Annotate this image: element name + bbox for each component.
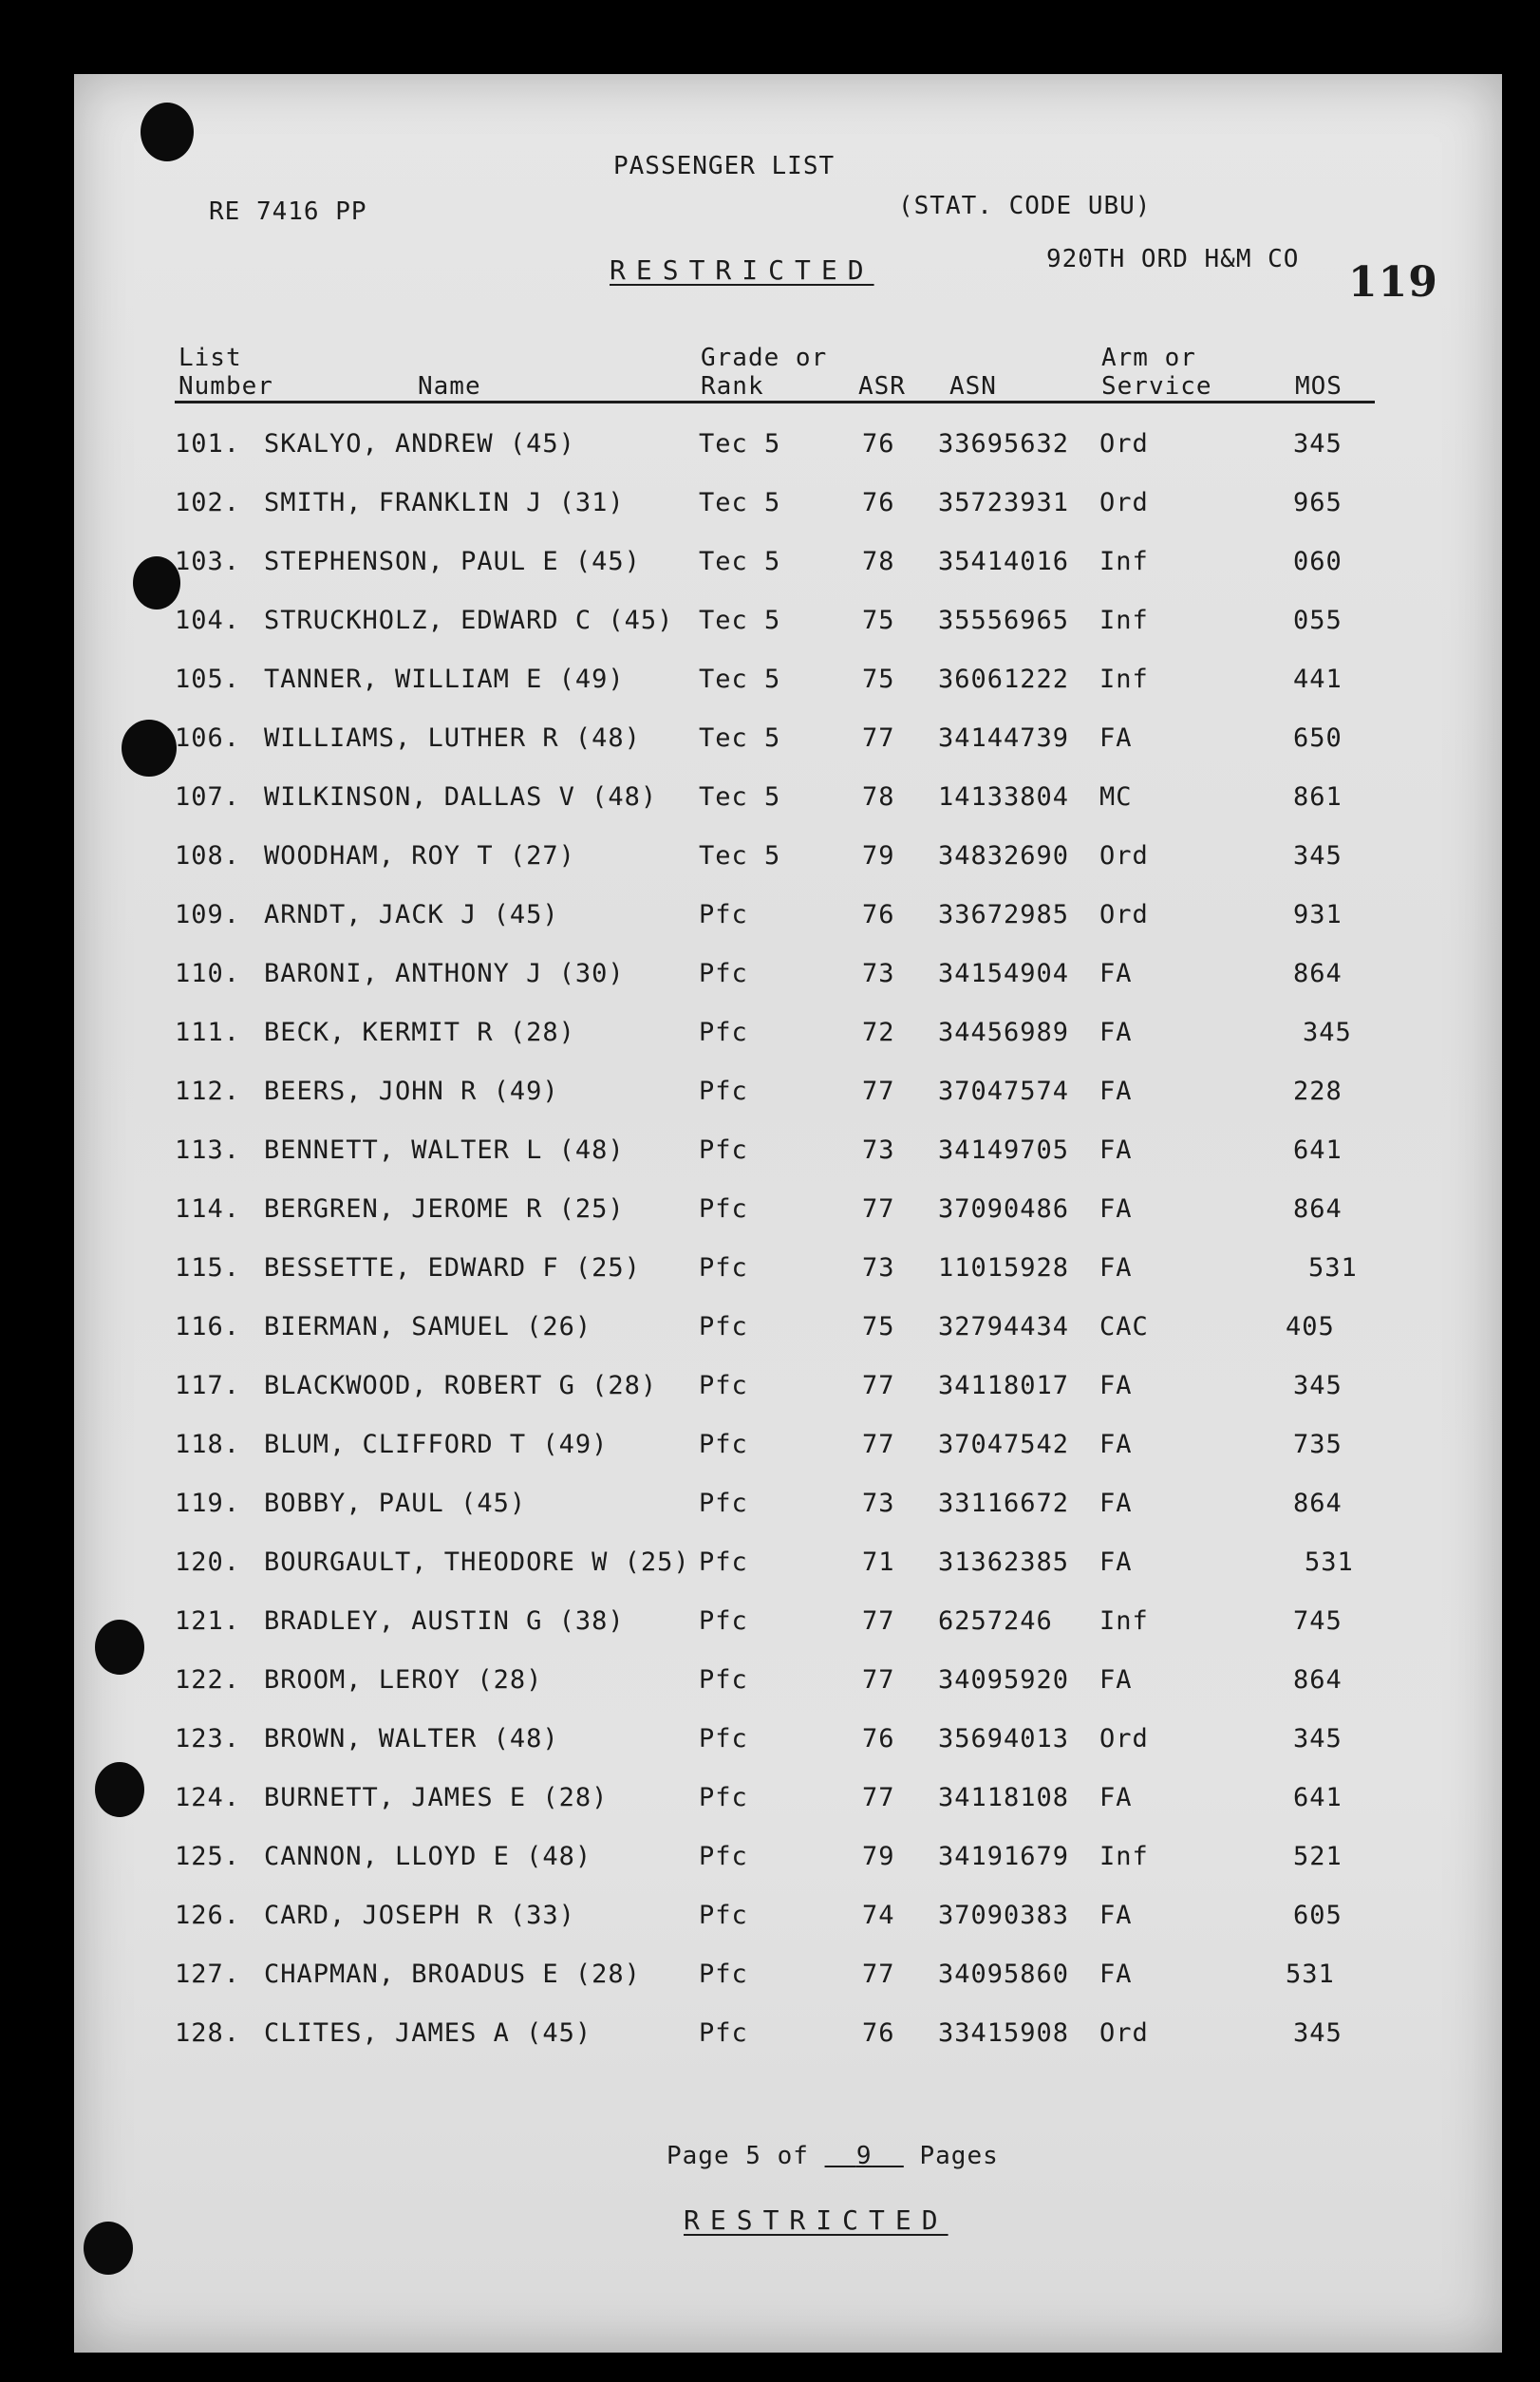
table-row xyxy=(74,1312,1502,1344)
mos: 405 xyxy=(1286,1312,1335,1341)
classification-footer: RESTRICTED xyxy=(684,2204,948,2236)
passenger-name: BOBBY, PAUL (45) xyxy=(264,1489,527,1518)
table-row xyxy=(74,1430,1502,1462)
asn: 32794434 xyxy=(938,1312,1070,1341)
list-number: 105. xyxy=(175,665,241,694)
mos: 965 xyxy=(1293,488,1343,517)
asr: 77 xyxy=(862,1606,895,1636)
passenger-name: BLUM, CLIFFORD T (49) xyxy=(264,1430,609,1459)
grade: Pfc xyxy=(699,1371,748,1400)
table-row xyxy=(74,1724,1502,1756)
paper-sheet xyxy=(74,74,1502,2353)
list-number: 111. xyxy=(175,1018,241,1047)
grade: Tec 5 xyxy=(699,841,781,871)
passenger-name: CARD, JOSEPH R (33) xyxy=(264,1901,575,1930)
grade: Pfc xyxy=(699,1783,748,1812)
arm-service: MC xyxy=(1099,782,1133,812)
table-row xyxy=(74,1783,1502,1815)
list-number: 108. xyxy=(175,841,241,871)
passenger-name: ARNDT, JACK J (45) xyxy=(264,900,559,929)
passenger-name: BOURGAULT, THEODORE W (25) xyxy=(264,1547,690,1577)
arm-service: Ord xyxy=(1099,2018,1149,2048)
col-list-number-line2: Number xyxy=(178,372,273,401)
asr: 79 xyxy=(862,841,895,871)
total-pages-value: 9 xyxy=(855,2142,873,2170)
arm-service: Inf xyxy=(1099,1842,1149,1871)
asr: 76 xyxy=(862,900,895,929)
mos: 521 xyxy=(1293,1842,1343,1871)
asr: 75 xyxy=(862,665,895,694)
mos: 641 xyxy=(1293,1135,1343,1165)
asr: 73 xyxy=(862,1253,895,1283)
asn: 35414016 xyxy=(938,547,1070,576)
mos: 345 xyxy=(1293,1724,1343,1754)
asn: 37047542 xyxy=(938,1430,1070,1459)
mos: 861 xyxy=(1293,782,1343,812)
table-row xyxy=(74,488,1502,520)
arm-service: FA xyxy=(1099,723,1133,753)
list-number: 119. xyxy=(175,1489,241,1518)
asr: 73 xyxy=(862,1489,895,1518)
mos: 345 xyxy=(1293,429,1343,459)
asr: 77 xyxy=(862,1194,895,1224)
list-number: 112. xyxy=(175,1077,241,1106)
list-number: 122. xyxy=(175,1665,241,1695)
passenger-name: BLACKWOOD, ROBERT G (28) xyxy=(264,1371,658,1400)
mos: 531 xyxy=(1308,1253,1358,1283)
table-row xyxy=(74,1018,1502,1050)
passenger-name: WILLIAMS, LUTHER R (48) xyxy=(264,723,641,753)
mos: 228 xyxy=(1293,1077,1343,1106)
asn: 34118108 xyxy=(938,1783,1070,1812)
arm-service: Ord xyxy=(1099,488,1149,517)
table-row xyxy=(74,1547,1502,1580)
grade: Pfc xyxy=(699,1430,748,1459)
table-row xyxy=(74,2018,1502,2051)
passenger-name: WILKINSON, DALLAS V (48) xyxy=(264,782,658,812)
mos: 345 xyxy=(1303,1018,1352,1047)
grade: Pfc xyxy=(699,1665,748,1695)
arm-service: Inf xyxy=(1099,547,1149,576)
asn: 37047574 xyxy=(938,1077,1070,1106)
mos: 055 xyxy=(1293,606,1343,635)
asr: 78 xyxy=(862,782,895,812)
list-number: 113. xyxy=(175,1135,241,1165)
asn: 35723931 xyxy=(938,488,1070,517)
page-indicator xyxy=(667,2144,999,2168)
list-number: 114. xyxy=(175,1194,241,1224)
arm-service: FA xyxy=(1099,1547,1133,1577)
passenger-name: STRUCKHOLZ, EDWARD C (45) xyxy=(264,606,674,635)
passenger-name: SMITH, FRANKLIN J (31) xyxy=(264,488,625,517)
unit-name: 920TH ORD H&M CO xyxy=(1046,245,1300,273)
passenger-name: CHAPMAN, BROADUS E (28) xyxy=(264,1960,641,1989)
list-number: 109. xyxy=(175,900,241,929)
asn: 35556965 xyxy=(938,606,1070,635)
table-row xyxy=(74,1253,1502,1285)
mos: 864 xyxy=(1293,1194,1343,1224)
mos: 345 xyxy=(1293,841,1343,871)
list-number: 116. xyxy=(175,1312,241,1341)
col-list-number-line1: List xyxy=(178,344,242,372)
mos: 650 xyxy=(1293,723,1343,753)
arm-service: FA xyxy=(1099,1371,1133,1400)
passenger-name: BEERS, JOHN R (49) xyxy=(264,1077,559,1106)
table-row xyxy=(74,547,1502,579)
asr: 78 xyxy=(862,547,895,576)
mos: 060 xyxy=(1293,547,1343,576)
list-number: 104. xyxy=(175,606,241,635)
mos: 864 xyxy=(1293,959,1343,988)
list-number: 125. xyxy=(175,1842,241,1871)
arm-service: Inf xyxy=(1099,665,1149,694)
mos: 441 xyxy=(1293,665,1343,694)
passenger-name: BIERMAN, SAMUEL (26) xyxy=(264,1312,592,1341)
grade: Pfc xyxy=(699,1253,748,1283)
mos: 605 xyxy=(1293,1901,1343,1930)
arm-service: FA xyxy=(1099,1194,1133,1224)
list-number: 115. xyxy=(175,1253,241,1283)
arm-service: Ord xyxy=(1099,429,1149,459)
mos: 531 xyxy=(1286,1960,1335,1989)
asr: 76 xyxy=(862,429,895,459)
mos: 745 xyxy=(1293,1606,1343,1636)
grade: Pfc xyxy=(699,1312,748,1341)
asr: 75 xyxy=(862,606,895,635)
asn: 33695632 xyxy=(938,429,1070,459)
table-row xyxy=(74,1842,1502,1874)
arm-service: Ord xyxy=(1099,900,1149,929)
table-row xyxy=(74,841,1502,873)
arm-service: FA xyxy=(1099,1077,1133,1106)
grade: Tec 5 xyxy=(699,782,781,812)
asr: 76 xyxy=(862,488,895,517)
passenger-name: BESSETTE, EDWARD F (25) xyxy=(264,1253,641,1283)
grade: Pfc xyxy=(699,1960,748,1989)
reference-code: RE 7416 PP xyxy=(209,197,367,226)
page-suffix: Pages xyxy=(919,2142,999,2170)
grade: Pfc xyxy=(699,1135,748,1165)
asn: 33672985 xyxy=(938,900,1070,929)
col-mos: MOS xyxy=(1295,372,1343,401)
asn: 6257246 xyxy=(938,1606,1053,1636)
list-number: 121. xyxy=(175,1606,241,1636)
asn: 34095920 xyxy=(938,1665,1070,1695)
passenger-name: SKALYO, ANDREW (45) xyxy=(264,429,575,459)
table-row xyxy=(74,959,1502,991)
grade: Tec 5 xyxy=(699,488,781,517)
page-prefix: Page 5 of xyxy=(667,2142,809,2170)
asr: 76 xyxy=(862,2018,895,2048)
arm-service: FA xyxy=(1099,1018,1133,1047)
station-code: (STAT. CODE UBU) xyxy=(898,192,1152,220)
asr: 75 xyxy=(862,1312,895,1341)
table-row xyxy=(74,429,1502,461)
col-grade-line1: Grade or xyxy=(701,344,828,372)
passenger-name: WOODHAM, ROY T (27) xyxy=(264,841,575,871)
col-asr: ASR xyxy=(858,372,906,401)
list-number: 101. xyxy=(175,429,241,459)
asr: 77 xyxy=(862,1077,895,1106)
asr: 77 xyxy=(862,1665,895,1695)
arm-service: Inf xyxy=(1099,1606,1149,1636)
asn: 34144739 xyxy=(938,723,1070,753)
asn: 34191679 xyxy=(938,1842,1070,1871)
arm-service: FA xyxy=(1099,1135,1133,1165)
grade: Tec 5 xyxy=(699,723,781,753)
asn: 34095860 xyxy=(938,1960,1070,1989)
asn: 35694013 xyxy=(938,1724,1070,1754)
passenger-name: BROOM, LEROY (28) xyxy=(264,1665,543,1695)
passenger-name: CANNON, LLOYD E (48) xyxy=(264,1842,592,1871)
grade: Tec 5 xyxy=(699,665,781,694)
asn: 37090383 xyxy=(938,1901,1070,1930)
asn: 36061222 xyxy=(938,665,1070,694)
table-row xyxy=(74,1960,1502,1992)
punch-hole xyxy=(141,103,194,161)
passenger-name: CLITES, JAMES A (45) xyxy=(264,2018,592,2048)
arm-service: FA xyxy=(1099,1489,1133,1518)
list-number: 102. xyxy=(175,488,241,517)
table-row xyxy=(74,1665,1502,1697)
grade: Pfc xyxy=(699,900,748,929)
arm-service: FA xyxy=(1099,1960,1133,1989)
table-row xyxy=(74,1606,1502,1639)
passenger-name: BARONI, ANTHONY J (30) xyxy=(264,959,625,988)
grade: Tec 5 xyxy=(699,429,781,459)
list-number: 107. xyxy=(175,782,241,812)
asr: 79 xyxy=(862,1842,895,1871)
arm-service: FA xyxy=(1099,1430,1133,1459)
list-number: 106. xyxy=(175,723,241,753)
table-row xyxy=(74,1371,1502,1403)
arm-service: Inf xyxy=(1099,606,1149,635)
asr: 74 xyxy=(862,1901,895,1930)
mos: 641 xyxy=(1293,1783,1343,1812)
list-number: 120. xyxy=(175,1547,241,1577)
asr: 73 xyxy=(862,959,895,988)
table-row xyxy=(74,1135,1502,1168)
list-number: 123. xyxy=(175,1724,241,1754)
passenger-name: TANNER, WILLIAM E (49) xyxy=(264,665,625,694)
arm-service: Ord xyxy=(1099,841,1149,871)
list-number: 127. xyxy=(175,1960,241,1989)
grade: Pfc xyxy=(699,1489,748,1518)
table-row xyxy=(74,1901,1502,1933)
asn: 34149705 xyxy=(938,1135,1070,1165)
grade: Pfc xyxy=(699,1842,748,1871)
mos: 864 xyxy=(1293,1665,1343,1695)
arm-service: Ord xyxy=(1099,1724,1149,1754)
mos: 735 xyxy=(1293,1430,1343,1459)
table-row xyxy=(74,782,1502,815)
asn: 34118017 xyxy=(938,1371,1070,1400)
asr: 77 xyxy=(862,1783,895,1812)
asr: 77 xyxy=(862,1430,895,1459)
header-rule xyxy=(175,401,1375,403)
asn: 33415908 xyxy=(938,2018,1070,2048)
mos: 531 xyxy=(1305,1547,1354,1577)
table-row xyxy=(74,1077,1502,1109)
table-row xyxy=(74,723,1502,756)
asn: 37090486 xyxy=(938,1194,1070,1224)
passenger-name: BENNETT, WALTER L (48) xyxy=(264,1135,625,1165)
list-number: 110. xyxy=(175,959,241,988)
list-number: 126. xyxy=(175,1901,241,1930)
punch-hole xyxy=(84,2222,133,2275)
passenger-name: BURNETT, JAMES E (28) xyxy=(264,1783,609,1812)
passenger-name: BECK, KERMIT R (28) xyxy=(264,1018,575,1047)
asr: 72 xyxy=(862,1018,895,1047)
grade: Tec 5 xyxy=(699,606,781,635)
col-grade-line2: Rank xyxy=(701,372,764,401)
grade: Pfc xyxy=(699,1606,748,1636)
arm-service: FA xyxy=(1099,1253,1133,1283)
mos: 864 xyxy=(1293,1489,1343,1518)
grade: Pfc xyxy=(699,959,748,988)
grade: Pfc xyxy=(699,1547,748,1577)
asn: 34832690 xyxy=(938,841,1070,871)
asr: 73 xyxy=(862,1135,895,1165)
grade: Pfc xyxy=(699,2018,748,2048)
sheet-number: 119 xyxy=(1348,258,1438,307)
asn: 11015928 xyxy=(938,1253,1070,1283)
asr: 71 xyxy=(862,1547,895,1577)
grade: Pfc xyxy=(699,1724,748,1754)
passenger-name: STEPHENSON, PAUL E (45) xyxy=(264,547,641,576)
col-asn: ASN xyxy=(949,372,997,401)
asn: 34456989 xyxy=(938,1018,1070,1047)
grade: Pfc xyxy=(699,1901,748,1930)
table-row xyxy=(74,606,1502,638)
table-row xyxy=(74,1194,1502,1227)
list-number: 118. xyxy=(175,1430,241,1459)
table-row xyxy=(74,1489,1502,1521)
asr: 77 xyxy=(862,723,895,753)
arm-service: FA xyxy=(1099,1901,1133,1930)
grade: Pfc xyxy=(699,1194,748,1224)
table-row xyxy=(74,665,1502,697)
arm-service: FA xyxy=(1099,1783,1133,1812)
col-name: Name xyxy=(418,372,481,401)
arm-service: CAC xyxy=(1099,1312,1149,1341)
mos: 345 xyxy=(1293,1371,1343,1400)
classification-header: RESTRICTED xyxy=(610,254,874,286)
document-title: PASSENGER LIST xyxy=(613,152,836,180)
asn: 34154904 xyxy=(938,959,1070,988)
col-arm-line1: Arm or xyxy=(1101,344,1196,372)
asn: 14133804 xyxy=(938,782,1070,812)
list-number: 124. xyxy=(175,1783,241,1812)
passenger-name: BRADLEY, AUSTIN G (38) xyxy=(264,1606,625,1636)
asn: 31362385 xyxy=(938,1547,1070,1577)
grade: Pfc xyxy=(699,1018,748,1047)
mos: 931 xyxy=(1293,900,1343,929)
asr: 77 xyxy=(862,1371,895,1400)
table-row xyxy=(74,900,1502,932)
grade: Pfc xyxy=(699,1077,748,1106)
list-number: 128. xyxy=(175,2018,241,2048)
list-number: 117. xyxy=(175,1371,241,1400)
col-arm-line2: Service xyxy=(1101,372,1212,401)
passenger-name: BERGREN, JEROME R (25) xyxy=(264,1194,625,1224)
passenger-name: BROWN, WALTER (48) xyxy=(264,1724,559,1754)
mos: 345 xyxy=(1293,2018,1343,2048)
list-number: 103. xyxy=(175,547,241,576)
total-pages xyxy=(825,2142,904,2170)
grade: Tec 5 xyxy=(699,547,781,576)
asr: 77 xyxy=(862,1960,895,1989)
arm-service: FA xyxy=(1099,1665,1133,1695)
asr: 76 xyxy=(862,1724,895,1754)
asn: 33116672 xyxy=(938,1489,1070,1518)
arm-service: FA xyxy=(1099,959,1133,988)
